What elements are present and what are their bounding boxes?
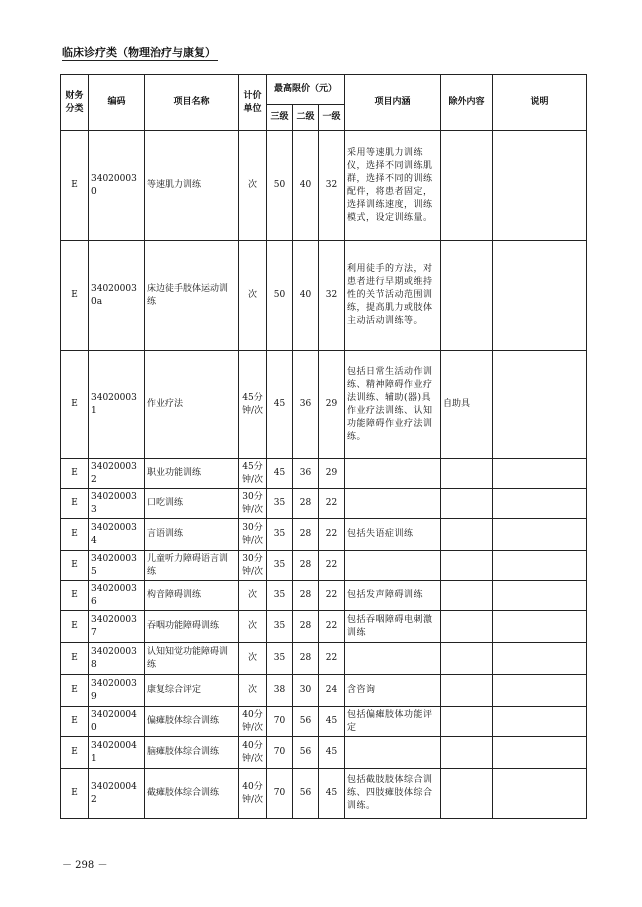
cell-name: 康复综合评定 xyxy=(145,675,239,707)
cell-notes xyxy=(493,581,587,611)
cell-content: 包括截肢肢体综合训练、四肢瘫肢体综合训练。 xyxy=(345,769,441,819)
cell-name: 床边徒手肢体运动训练 xyxy=(145,241,239,351)
page-header-title: 临床诊疗类（物理治疗与康复） xyxy=(62,46,216,59)
col-header-content: 项目内涵 xyxy=(345,75,441,131)
cell-price-level3: 35 xyxy=(267,519,293,551)
cell-unit: 40分钟/次 xyxy=(239,769,267,819)
cell-content xyxy=(345,643,441,675)
cell-price-level2: 40 xyxy=(293,241,319,351)
cell-price-level2: 56 xyxy=(293,707,319,737)
col-header-code: 编码 xyxy=(89,75,145,131)
cell-price-level3: 50 xyxy=(267,241,293,351)
cell-price-level1: 32 xyxy=(319,241,345,351)
table-row xyxy=(61,351,587,459)
cell-notes xyxy=(493,131,587,241)
cell-code: 340200040 xyxy=(89,707,145,737)
cell-unit: 30分钟/次 xyxy=(239,551,267,581)
cell-content xyxy=(345,551,441,581)
cell-price-level2: 28 xyxy=(293,489,319,519)
cell-notes xyxy=(493,519,587,551)
table-row xyxy=(61,241,587,351)
cell-price-level2: 28 xyxy=(293,581,319,611)
col-header-category: 财务分类 xyxy=(61,75,89,131)
cell-content: 包括偏瘫肢体功能评定 xyxy=(345,707,441,737)
col-header-level3: 三级 xyxy=(267,105,293,131)
cell-category: E xyxy=(61,675,89,707)
cell-content: 含咨询 xyxy=(345,675,441,707)
cell-price-level2: 28 xyxy=(293,611,319,643)
cell-unit: 次 xyxy=(239,581,267,611)
cell-category: E xyxy=(61,581,89,611)
cell-category: E xyxy=(61,551,89,581)
cell-price-level3: 38 xyxy=(267,675,293,707)
cell-code: 340200034 xyxy=(89,519,145,551)
cell-name: 脑瘫肢体综合训练 xyxy=(145,737,239,769)
cell-name: 截瘫肢体综合训练 xyxy=(145,769,239,819)
col-header-notes: 说明 xyxy=(493,75,587,131)
cell-price-level2: 40 xyxy=(293,131,319,241)
header-underline xyxy=(62,60,218,61)
cell-category: E xyxy=(61,707,89,737)
cell-price-level2: 36 xyxy=(293,351,319,459)
page-number: － 298 － xyxy=(62,860,108,871)
cell-notes xyxy=(493,675,587,707)
cell-price-level1: 45 xyxy=(319,769,345,819)
cell-content: 包括吞咽障碍电刺激训练 xyxy=(345,611,441,643)
cell-code: 340200030 xyxy=(89,131,145,241)
cell-excluded: 自助具 xyxy=(441,351,493,459)
cell-price-level3: 35 xyxy=(267,581,293,611)
cell-notes xyxy=(493,707,587,737)
cell-name: 认知知觉功能障碍训练 xyxy=(145,643,239,675)
table-row xyxy=(61,581,587,611)
cell-content: 包括失语症训练 xyxy=(345,519,441,551)
cell-unit: 40分钟/次 xyxy=(239,737,267,769)
cell-price-level3: 50 xyxy=(267,131,293,241)
cell-excluded xyxy=(441,581,493,611)
cell-code: 340200031 xyxy=(89,351,145,459)
cell-notes xyxy=(493,769,587,819)
cell-price-level2: 30 xyxy=(293,675,319,707)
cell-price-level3: 35 xyxy=(267,611,293,643)
cell-excluded xyxy=(441,737,493,769)
cell-excluded xyxy=(441,707,493,737)
cell-category: E xyxy=(61,459,89,489)
cell-notes xyxy=(493,611,587,643)
cell-excluded xyxy=(441,643,493,675)
cell-excluded xyxy=(441,611,493,643)
cell-price-level1: 22 xyxy=(319,551,345,581)
cell-name: 偏瘫肢体综合训练 xyxy=(145,707,239,737)
cell-notes xyxy=(493,459,587,489)
cell-excluded xyxy=(441,675,493,707)
table-row xyxy=(61,489,587,519)
cell-category: E xyxy=(61,769,89,819)
col-header-name: 项目名称 xyxy=(145,75,239,131)
cell-price-level3: 70 xyxy=(267,769,293,819)
cell-price-level2: 28 xyxy=(293,551,319,581)
table-row xyxy=(61,131,587,241)
cell-price-level2: 28 xyxy=(293,519,319,551)
table-row xyxy=(61,551,587,581)
cell-excluded xyxy=(441,769,493,819)
table-row xyxy=(61,459,587,489)
cell-code: 340200041 xyxy=(89,737,145,769)
cell-excluded xyxy=(441,489,493,519)
cell-category: E xyxy=(61,519,89,551)
cell-code: 340200039 xyxy=(89,675,145,707)
cell-code: 340200038 xyxy=(89,643,145,675)
cell-name: 口吃训练 xyxy=(145,489,239,519)
cell-content: 包括日常生活动作训练、精神障碍作业疗法训练、辅助(器)具作业疗法训练、认知功能障碍作业疗法训练。 xyxy=(345,351,441,459)
cell-unit: 30分钟/次 xyxy=(239,489,267,519)
cell-code: 340200033 xyxy=(89,489,145,519)
table-row xyxy=(61,675,587,707)
cell-notes xyxy=(493,351,587,459)
table-row xyxy=(61,611,587,643)
cell-name: 构音障碍训练 xyxy=(145,581,239,611)
col-header-excluded: 除外内容 xyxy=(441,75,493,131)
cell-unit: 40分钟/次 xyxy=(239,707,267,737)
cell-code: 340200042 xyxy=(89,769,145,819)
cell-name: 作业疗法 xyxy=(145,351,239,459)
cell-notes xyxy=(493,551,587,581)
cell-name: 言语训练 xyxy=(145,519,239,551)
cell-notes xyxy=(493,489,587,519)
cell-name: 儿童听力障碍语言训练 xyxy=(145,551,239,581)
cell-price-level3: 70 xyxy=(267,707,293,737)
cell-price-level2: 28 xyxy=(293,643,319,675)
cell-price-level1: 22 xyxy=(319,581,345,611)
cell-price-level1: 22 xyxy=(319,489,345,519)
cell-category: E xyxy=(61,643,89,675)
cell-unit: 次 xyxy=(239,675,267,707)
col-header-price-group: 最高限价（元） xyxy=(267,75,345,105)
cell-price-level1: 22 xyxy=(319,519,345,551)
cell-content: 包括发声障碍训练 xyxy=(345,581,441,611)
cell-price-level1: 45 xyxy=(319,737,345,769)
cell-content xyxy=(345,737,441,769)
cell-category: E xyxy=(61,611,89,643)
table-row xyxy=(61,643,587,675)
cell-price-level3: 35 xyxy=(267,489,293,519)
cell-content xyxy=(345,459,441,489)
cell-unit: 次 xyxy=(239,643,267,675)
cell-name: 吞咽功能障碍训练 xyxy=(145,611,239,643)
cell-notes xyxy=(493,241,587,351)
cell-unit: 30分钟/次 xyxy=(239,519,267,551)
cell-price-level3: 45 xyxy=(267,459,293,489)
cell-price-level3: 45 xyxy=(267,351,293,459)
cell-notes xyxy=(493,643,587,675)
cell-price-level2: 56 xyxy=(293,769,319,819)
cell-price-level1: 45 xyxy=(319,707,345,737)
cell-price-level3: 35 xyxy=(267,551,293,581)
cell-code: 340200032 xyxy=(89,459,145,489)
cell-content: 采用等速肌力训练仪，选择不同训练肌群，选择不同的训练配件，将患者固定，选择训练速度，训练模式，设定训练量。 xyxy=(345,131,441,241)
cell-code: 340200035 xyxy=(89,551,145,581)
cell-price-level3: 70 xyxy=(267,737,293,769)
cell-unit: 45分钟/次 xyxy=(239,459,267,489)
cell-price-level1: 22 xyxy=(319,611,345,643)
cell-name: 等速肌力训练 xyxy=(145,131,239,241)
cell-category: E xyxy=(61,131,89,241)
cell-unit: 次 xyxy=(239,241,267,351)
cell-excluded xyxy=(441,241,493,351)
cell-excluded xyxy=(441,459,493,489)
cell-excluded xyxy=(441,131,493,241)
cell-price-level2: 36 xyxy=(293,459,319,489)
cell-content xyxy=(345,489,441,519)
col-header-level2: 二级 xyxy=(293,105,319,131)
cell-category: E xyxy=(61,241,89,351)
cell-price-level2: 56 xyxy=(293,737,319,769)
cell-name: 职业功能训练 xyxy=(145,459,239,489)
table-row xyxy=(61,707,587,737)
table-row xyxy=(61,737,587,769)
cell-content: 利用徒手的方法，对患者进行早期或维持性的关节活动范围训练，提高肌力或肢体主动活动训练等。 xyxy=(345,241,441,351)
cell-unit: 45分钟/次 xyxy=(239,351,267,459)
cell-category: E xyxy=(61,489,89,519)
cell-unit: 次 xyxy=(239,611,267,643)
cell-price-level1: 29 xyxy=(319,459,345,489)
table-row xyxy=(61,769,587,819)
cell-code: 340200037 xyxy=(89,611,145,643)
col-header-level1: 一级 xyxy=(319,105,345,131)
table-row xyxy=(61,519,587,551)
cell-price-level1: 24 xyxy=(319,675,345,707)
price-table xyxy=(60,74,587,819)
cell-category: E xyxy=(61,737,89,769)
cell-code: 340200036 xyxy=(89,581,145,611)
cell-code: 340200030a xyxy=(89,241,145,351)
cell-price-level3: 35 xyxy=(267,643,293,675)
table-body xyxy=(61,131,587,819)
cell-excluded xyxy=(441,519,493,551)
cell-price-level1: 29 xyxy=(319,351,345,459)
cell-excluded xyxy=(441,551,493,581)
cell-price-level1: 22 xyxy=(319,643,345,675)
col-header-unit: 计价单位 xyxy=(239,75,267,131)
cell-unit: 次 xyxy=(239,131,267,241)
cell-price-level1: 32 xyxy=(319,131,345,241)
cell-notes xyxy=(493,737,587,769)
cell-category: E xyxy=(61,351,89,459)
